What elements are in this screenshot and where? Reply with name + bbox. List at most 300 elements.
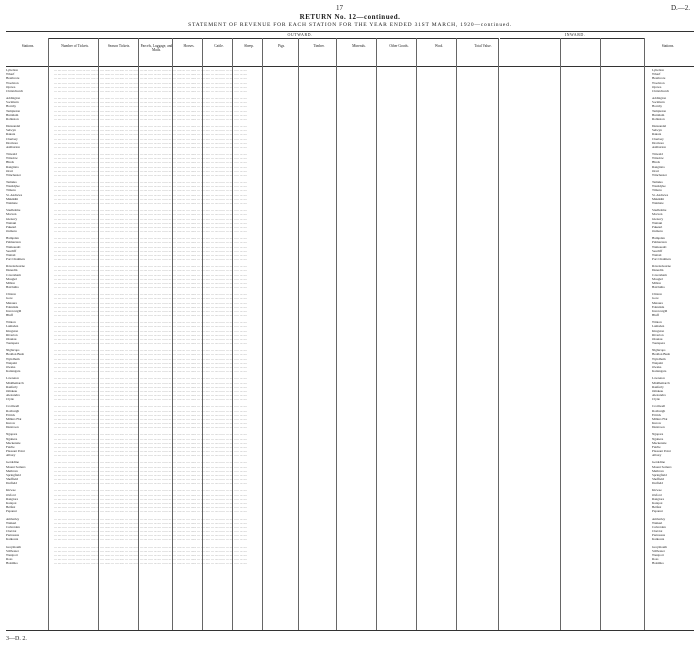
station-name-right: Ranfurly [652, 384, 664, 389]
station-name: Glenavy [6, 216, 18, 221]
row-figures: ... .... ..... ... .... ...... ... .... ..... ... .... ...... ... .... ..... ... .... ...... ... .... ..... ... .... ...... ... .... ..... ... .... ...... ... .... ..... ... .... ...... ... .... ..... ... .... [54, 336, 248, 341]
station-name-right: Templeton [652, 108, 667, 113]
station-name-right: Clyde [652, 397, 660, 402]
station-name-right: Sheffield [652, 477, 665, 482]
column-header: Other Goods. [389, 44, 409, 48]
station-name-right: Gore [652, 296, 659, 301]
row-figures: ... .... ..... ... .... ...... ... .... ..... ... .... ...... ... .... ..... ... .... ...... ... .... ..... ... .... ...... ... .... ..... ... .... ...... ... .... ..... ... .... ...... ... .... ..... ... .... [54, 236, 248, 241]
station-name: Papanui [6, 509, 17, 514]
row-figures: ... .... ..... ... .... ...... ... .... ..... ... .... ...... ... .... ..... ... .... ...... ... .... ..... ... .... ...... ... .... ..... ... .... ...... ... .... ..... ... .... ...... ... .... ..... ... .... [54, 404, 248, 409]
station-name-right: Balclutha [652, 285, 665, 290]
station-name-right: Cromwell [652, 404, 666, 409]
station-name-right: Amberley [652, 516, 666, 521]
row-figures: ... .... ..... ... .... ...... ... .... ..... ... .... ...... ... .... ..... ... .... ...... ... .... ..... ... .... ...... ... .... ..... ... .... ...... ... .... ..... ... .... ...... ... .... ..... ... .... [54, 496, 248, 501]
row-figures: ... .... ..... ... .... ...... ... .... ..... ... .... ...... ... .... ..... ... .... ...... ... .... ..... ... .... ...... ... .... ..... ... .... ...... ... .... ..... ... .... ...... ... .... ..... ... .... [54, 481, 248, 486]
station-name: Opawa [6, 84, 16, 89]
row-figures: ... .... ..... ... .... ...... ... .... ..... ... .... ...... ... .... ..... ... .... ...... ... .... ..... ... .... ...... ... .... ..... ... .... ...... ... .... ..... ... .... ...... ... .... ..... ... .... [54, 533, 248, 538]
row-figures: ... .... ..... ... .... ...... ... .... ..... ... .... ...... ... .... ..... ... .... ...... ... .... ..... ... .... ...... ... .... ..... ... .... ...... ... .... ..... ... .... ...... ... .... ..... ... .... [54, 104, 248, 109]
station-name: Edendale [6, 304, 19, 309]
station-name-right: Kaikoura [652, 537, 665, 542]
station-name: Balclutha [6, 285, 19, 290]
row-figures: ... .... ..... ... .... ...... ... .... ..... ... .... ...... ... .... ..... ... .... ...... ... .... ..... ... .... ...... ... .... ..... ... .... ...... ... .... ..... ... .... ...... ... .... ..... ... .... [54, 192, 248, 197]
station-name-right: Tinwald [652, 152, 663, 157]
row-figures: ... .... ..... ... .... ...... ... .... ..... ... .... ...... ... .... ..... ... .... ...... ... .... ..... ... .... ...... ... .... ..... ... .... ...... ... .... ..... ... .... ...... ... .... ..... ... .... [54, 84, 248, 89]
station-name: Ashburton [6, 144, 20, 149]
station-name-right: Oamaru [652, 229, 663, 234]
station-name-right: Cheviot [652, 529, 663, 534]
station-name: Parnassus [6, 533, 20, 538]
station-name: Ross [6, 557, 13, 562]
station-name: Dunedin [6, 268, 18, 273]
station-name: Culverden [6, 524, 20, 529]
page-number: 17 [336, 4, 343, 12]
row-figures: ... .... ..... ... .... ...... ... .... ..... ... .... ...... ... .... ..... ... .... ...... ... .... ..... ... .... ...... ... .... ..... ... .... ...... ... .... ..... ... .... ...... ... .... ..... ... .... [54, 500, 248, 505]
row-figures: ... .... ..... ... .... ...... ... .... ..... ... .... ...... ... .... ..... ... .... ...... ... .... ..... ... .... ...... ... .... ..... ... .... ...... ... .... ..... ... .... ...... ... .... ..... ... .... [54, 304, 248, 309]
column-header: Number of Tickets. [61, 44, 89, 48]
station-name-right: Lyttelton [652, 68, 664, 72]
inward-group-label: INWARD. [564, 32, 586, 37]
station-name: Winchester [6, 172, 21, 177]
row-figures: ... .... ..... ... .... ...... ... .... ..... ... .... ...... ... .... ..... ... .... ...... ... .... ..... ... .... ...... ... .... ..... ... .... ...... ... .... ..... ... .... ...... ... .... ..... ... .... [54, 492, 248, 497]
row-figures: ... .... ..... ... .... ...... ... .... ..... ... .... ...... ... .... ..... ... .... ...... ... .... ..... ... .... ...... ... .... ..... ... .... ...... ... .... ..... ... .... ...... ... .... ..... ... .... [54, 460, 248, 465]
station-name-right: Rangitata [652, 164, 665, 169]
station-name: Ranfurly [6, 384, 18, 389]
row-figures: ... .... ..... ... .... ...... ... .... ..... ... .... ...... ... .... ..... ... .... ...... ... .... ..... ... .... ...... ... .... ..... ... .... ...... ... .... ..... ... .... ...... ... .... ..... ... .... [54, 548, 248, 553]
station-name-right: Invercargill [652, 308, 668, 313]
station-name: Studholme [6, 208, 21, 213]
station-name-right: Waitati [652, 252, 662, 257]
station-name: Mackenzie [6, 440, 21, 445]
row-figures: ... .... ..... ... .... ...... ... .... ..... ... .... ...... ... .... ..... ... .... ...... ... .... ..... ... .... ...... ... .... ..... ... .... ...... ... .... ..... ... .... ...... ... .... ..... ... .... [54, 341, 248, 346]
row-figures: ... .... ..... ... .... ...... ... .... ..... ... .... ...... ... .... ..... ... .... ...... ... .... ..... ... .... ...... ... .... ..... ... .... ...... ... .... ..... ... .... ...... ... .... ..... ... .... [54, 360, 248, 365]
row-figures: ... .... ..... ... .... ...... ... .... ..... ... .... ...... ... .... ..... ... .... ...... ... .... ..... ... .... ...... ... .... ..... ... .... ...... ... .... ..... ... .... ...... ... .... ..... ... .... [54, 212, 248, 217]
station-name: Stillwater [6, 548, 19, 553]
station-name-right: Owaka [652, 365, 662, 369]
station-name: Oxford [6, 492, 16, 497]
station-name: Addington [6, 96, 21, 101]
station-name-right: Wharf [652, 72, 661, 77]
station-name-right: Ngahere [652, 436, 664, 441]
station-name: Washdyke [6, 184, 20, 189]
station-name-right: Geraldine [652, 460, 665, 465]
row-figures: ... .... ..... ... .... ...... ... .... ..... ... .... ...... ... .... ..... ... .... ...... ... .... ..... ... .... ...... ... .... ..... ... .... ...... ... .... ..... ... .... ...... ... .... ..... ... .... [54, 520, 248, 525]
station-name-right: Seacliff [652, 248, 663, 253]
station-name-right: Parnassus [652, 533, 666, 538]
column-header: Timber. [313, 44, 325, 48]
station-name-right: Duntroon [652, 425, 665, 430]
header-bottom-rule [6, 66, 694, 67]
station-name: Cromwell [6, 404, 20, 409]
station-name-right: Mataura [652, 300, 663, 305]
station-name-right: Christchurch [652, 88, 670, 93]
station-name: Winton [6, 320, 16, 325]
row-figures: ... .... ..... ... .... ...... ... .... ..... ... .... ...... ... .... ..... ... .... ...... ... .... ..... ... .... ...... ... .... ..... ... .... ...... ... .... ..... ... .... ...... ... .... ..... ... .... [54, 116, 248, 121]
row-figures: ... .... ..... ... .... ...... ... .... ..... ... .... ...... ... .... ..... ... .... ...... ... .... ..... ... .... ...... ... .... ..... ... .... ...... ... .... ..... ... .... ...... ... .... ..... ... .... [54, 332, 248, 337]
station-name-right: Waitaki [652, 220, 663, 225]
row-figures: ... .... ..... ... .... ...... ... .... ..... ... .... ...... ... .... ..... ... .... ...... ... .... ..... ... .... ...... ... .... ..... ... .... ...... ... .... ..... ... .... ...... ... .... ..... ... .... [54, 384, 248, 389]
table-row [6, 145, 694, 149]
station-name: Woolston [6, 80, 19, 85]
row-figures: ... .... ..... ... .... ...... ... .... ..... ... .... ...... ... .... ..... ... .... ...... ... .... ..... ... .... ...... ... .... ..... ... .... ...... ... .... ..... ... .... ...... ... .... ..... ... .... [54, 380, 248, 385]
station-name-right: Dunsandel [652, 124, 667, 129]
row-figures: ... .... ..... ... .... ...... ... .... ..... ... .... ...... ... .... ..... ... .... ...... ... .... ..... ... .... ...... ... .... ..... ... .... ...... ... .... ..... ... .... ...... ... .... ..... ... .... [54, 224, 248, 229]
station-name-right: Washdyke [652, 184, 666, 189]
row-figures: ... .... ..... ... .... ...... ... .... ..... ... .... ...... ... .... ..... ... .... ...... ... .... ..... ... .... ...... ... .... ..... ... .... ...... ... .... ..... ... .... ...... ... .... ..... ... .... [54, 172, 248, 177]
station-name: Selwyn [6, 128, 16, 133]
row-figures: ... .... ..... ... .... ...... ... .... ..... ... .... ...... ... .... ..... ... .... ...... ... .... ..... ... .... ...... ... .... ..... ... .... ...... ... .... ..... ... .... ...... ... .... ..... ... .... [54, 477, 248, 482]
row-figures: ... .... ..... ... .... ...... ... .... ..... ... .... ...... ... .... ..... ... .... ...... ... .... ..... ... .... ...... ... .... ..... ... .... ...... ... .... ..... ... .... ...... ... .... ..... ... .... [54, 416, 248, 421]
station-name-right: Ravensbourne [652, 264, 671, 269]
station-name: Methven [6, 468, 18, 473]
station-name-right: Ross [652, 557, 659, 562]
station-name: Greymouth [6, 544, 22, 549]
row-figures: ... .... ..... ... .... ...... ... .... ..... ... .... ...... ... .... ..... ... .... ...... ... .... ..... ... .... ...... ... .... ..... ... .... ...... ... .... ..... ... .... ...... ... .... ..... ... .... [54, 108, 248, 113]
row-figures: ... .... ..... ... .... ...... ... .... ..... ... .... ...... ... .... ..... ... .... ...... ... .... ..... ... .... ...... ... .... ..... ... .... ...... ... .... ..... ... .... ...... ... .... ..... ... .... [54, 313, 248, 318]
station-name: Darfield [6, 481, 17, 486]
row-figures: ... .... ..... ... .... ...... ... .... ..... ... .... ...... ... .... ..... ... .... ...... ... .... ..... ... .... ...... ... .... ..... ... .... ...... ... .... ..... ... .... ...... ... .... ..... ... .... [54, 324, 248, 329]
station-name: Middlemarch [6, 380, 24, 385]
station-name-right: Papanui [652, 509, 663, 514]
station-name: Tinwald [6, 152, 17, 157]
station-name: Kingston [6, 328, 19, 333]
station-name: Templeton [6, 108, 21, 113]
row-figures: ... .... ..... ... .... ...... ... .... ..... ... .... ...... ... .... ..... ... .... ...... ... .... ..... ... .... ...... ... .... ..... ... .... ...... ... .... ..... ... .... ...... ... .... ..... ... .... [54, 365, 248, 369]
document-reference: D.—2. [670, 4, 690, 12]
station-name-right: Tuatapere [652, 341, 666, 346]
station-name-right: Woolston [652, 80, 665, 85]
station-name: Kaikoura [6, 537, 19, 542]
station-name-right: Waipahi [652, 360, 663, 365]
station-name-right: Albury [652, 453, 662, 458]
row-figures: ... .... ..... ... .... ...... ... .... ..... ... .... ...... ... .... ..... ... .... ...... ... .... ..... ... .... ...... ... .... ..... ... .... ...... ... .... ..... ... .... ...... ... .... ..... ... .... [54, 136, 248, 141]
row-figures: ... .... ..... ... .... ...... ... .... ..... ... .... ...... ... .... ..... ... .... ...... ... .... ..... ... .... ...... ... .... ..... ... .... ...... ... .... ..... ... .... ...... ... .... ..... ... .... [54, 432, 248, 437]
station-name-right: Timaru [652, 188, 662, 193]
station-name-right: Ashburton [652, 144, 666, 149]
station-name-right: Kurow [652, 421, 662, 426]
row-figures: ... .... ..... ... .... ...... ... .... ..... ... .... ...... ... .... ..... ... .... ...... ... .... ..... ... .... ...... ... .... ..... ... .... ...... ... .... ..... ... .... ...... ... .... ..... ... .... [54, 320, 248, 325]
station-name-right: Roxburgh [652, 408, 666, 413]
station-name: Amberley [6, 516, 20, 521]
station-name: Owaka [6, 365, 16, 369]
station-name-right: Culverden [652, 524, 666, 529]
row-figures: ... .... ..... ... .... ...... ... .... ..... ... .... ...... ... .... ..... ... .... ...... ... .... ..... ... .... ...... ... .... ..... ... .... ...... ... .... ..... ... .... ...... ... .... ..... ... .... [54, 280, 248, 285]
station-name-right: Mackenzie [652, 440, 667, 445]
station-name-right: Springfield [652, 472, 667, 477]
table-row [6, 509, 694, 513]
station-name-right: Burnham [652, 112, 665, 117]
table-row [6, 229, 694, 233]
table-row [6, 537, 694, 541]
station-name-right: Bluff [652, 313, 659, 318]
row-figures: ... .... ..... ... .... ...... ... .... ..... ... .... ...... ... .... ..... ... .... ...... ... .... ..... ... .... ...... ... .... ..... ... .... ...... ... .... ..... ... .... ...... ... .... ..... ... .... [54, 276, 248, 281]
station-name-right: Kaitangata [652, 369, 667, 374]
row-figures: ... .... ..... ... .... ...... ... .... ..... ... .... ...... ... .... ..... ... .... ...... ... .... ..... ... .... ...... ... .... ..... ... .... ...... ... .... ..... ... .... ...... ... .... ..... ... .... [54, 168, 248, 173]
station-name: Invercargill [6, 308, 22, 313]
station-name-right: Heathcote [652, 76, 666, 81]
row-figures: ... .... ..... ... .... ...... ... .... ..... ... .... ...... ... .... ..... ... .... ...... ... .... ..... ... .... ...... ... .... ..... ... .... ...... ... .... ..... ... .... ...... ... .... ..... ... .... [54, 444, 248, 449]
station-name-right: Alexandra [652, 393, 666, 398]
row-figures: ... .... ..... ... .... ...... ... .... ..... ... .... ...... ... .... ..... ... .... ...... ... .... ..... ... .... ...... ... .... ..... ... .... ...... ... .... ..... ... .... ...... ... .... ..... ... .... [54, 68, 248, 72]
outward-group-label: OUTWARD. [287, 32, 313, 37]
table-row [6, 341, 694, 345]
station-name: Otautau [6, 336, 17, 341]
row-figures: ... .... ..... ... .... ...... ... .... ..... ... .... ...... ... .... ..... ... .... ...... ... .... ..... ... .... ...... ... .... ..... ... .... ...... ... .... ..... ... .... ...... ... .... ..... ... .... [54, 412, 248, 417]
row-figures: ... .... ..... ... .... ...... ... .... ..... ... .... ...... ... .... ..... ... .... ...... ... .... ..... ... .... ...... ... .... ..... ... .... ...... ... .... ..... ... .... ...... ... .... ..... ... .... [54, 369, 248, 374]
station-name: Hornby [6, 104, 17, 109]
station-name: Gore [6, 296, 13, 301]
table-row [6, 453, 694, 457]
station-name: Rakaia [6, 132, 16, 137]
row-figures: ... .... ..... ... .... ...... ... .... ..... ... .... ...... ... .... ..... ... .... ...... ... .... ..... ... .... ...... ... .... ..... ... .... ...... ... .... ..... ... .... ...... ... .... ..... ... .... [54, 244, 248, 249]
row-figures: ... .... ..... ... .... ...... ... .... ..... ... .... ...... ... .... ..... ... .... ...... ... .... ..... ... .... ...... ... .... ..... ... .... ...... ... .... ..... ... .... ...... ... .... ..... ... .... [54, 156, 248, 161]
station-name: Waipahi [6, 360, 17, 365]
row-figures: ... .... ..... ... .... ...... ... .... ..... ... .... ...... ... .... ..... ... .... ...... ... .... ..... ... .... ...... ... .... ..... ... .... ...... ... .... ..... ... .... ...... ... .... ..... ... .... [54, 436, 248, 441]
station-name-right: Riverton [652, 332, 664, 337]
station-name-right: Winchester [652, 172, 667, 177]
station-name: Temuka [6, 180, 17, 185]
row-figures: ... .... ..... ... .... ...... ... .... ..... ... .... ...... ... .... ..... ... .... ...... ... .... ..... ... .... ...... ... .... ..... ... .... ...... ... .... ..... ... .... ...... ... .... ..... ... .... [54, 425, 248, 430]
row-figures: ... .... ..... ... .... ...... ... .... ..... ... .... ...... ... .... ..... ... .... ...... ... .... ..... ... .... ...... ... .... ..... ... .... ...... ... .... ..... ... .... ...... ... .... ..... ... .... [54, 537, 248, 542]
station-name: Hinds [6, 160, 14, 165]
row-figures: ... .... ..... ... .... ...... ... .... ..... ... .... ...... ... .... ..... ... .... ...... ... .... ..... ... .... ...... ... .... ..... ... .... ...... ... .... ..... ... .... ...... ... .... ..... ... .... [54, 140, 248, 145]
station-name: Waitati [6, 252, 16, 257]
row-figures: ... .... ..... ... .... ...... ... .... ..... ... .... ...... ... .... ..... ... .... ...... ... .... ..... ... .... ...... ... .... ..... ... .... ...... ... .... ..... ... .... ...... ... .... ..... ... .... [54, 440, 248, 445]
row-figures: ... .... ..... ... .... ...... ... .... ..... ... .... ...... ... .... ..... ... .... ...... ... .... ..... ... .... ...... ... .... ..... ... .... ...... ... .... ..... ... .... ...... ... .... ..... ... .... [54, 408, 248, 413]
station-name: Rangiora [6, 496, 19, 501]
station-name: Ngapara [6, 432, 18, 437]
station-name: Duntroon [6, 425, 19, 430]
station-name-right: Rakaia [652, 132, 662, 137]
station-name: Fairlie [6, 444, 15, 449]
station-name: Nightcaps [6, 348, 20, 353]
row-figures: ... .... ..... ... .... ...... ... .... ..... ... .... ...... ... .... ..... ... .... ...... ... .... ..... ... .... ...... ... .... ..... ... .... ...... ... .... ..... ... .... ...... ... .... ..... ... .... [54, 352, 248, 357]
column-header: Sheep. [244, 44, 254, 48]
station-name-right: Lawrence [652, 376, 665, 381]
station-name-right: Waimate [652, 200, 664, 205]
row-figures: ... .... ..... ... .... ...... ... .... ..... ... .... ...... ... .... ..... ... .... ...... ... .... ..... ... .... ...... ... .... ..... ... .... ...... ... .... ..... ... .... ...... ... .... ..... ... .... [54, 196, 248, 201]
station-name-right: Makikihi [652, 196, 665, 201]
station-name-right: Sockburn [652, 100, 665, 105]
station-name: Waitaki [6, 220, 17, 225]
station-name-right: Hinds [652, 160, 660, 165]
station-name: Bluff [6, 313, 13, 318]
station-name-right: Dunedin [652, 268, 664, 273]
row-figures: ... .... ..... ... .... ...... ... .... ..... ... .... ...... ... .... ..... ... .... ...... ... .... ..... ... .... ...... ... .... ..... ... .... ...... ... .... ..... ... .... ...... ... .... ..... ... .... [54, 524, 248, 529]
station-name-right: Otautau [652, 336, 663, 341]
station-name: Mataura [6, 300, 17, 305]
station-name-right: Ettrick [652, 412, 661, 417]
column-header: Total Value. [474, 44, 492, 48]
station-name-right: Port Chalmers [652, 257, 671, 262]
row-figures: ... .... ..... ... .... ...... ... .... ..... ... .... ...... ... .... ..... ... .... ...... ... .... ..... ... .... ...... ... .... ..... ... .... ...... ... .... ..... ... .... ...... ... .... ..... ... .... [54, 516, 248, 521]
column-header: Wool. [434, 44, 444, 48]
station-name-right: Nightcaps [652, 348, 666, 353]
table-row [6, 257, 694, 261]
table-bottom-rule [6, 630, 694, 631]
station-name-right: Addington [652, 96, 667, 101]
station-name-right: Belfast [652, 505, 662, 510]
station-name: Winslow [6, 156, 18, 161]
station-name-right: Orari [652, 168, 659, 173]
table-row [6, 369, 694, 373]
table-row [6, 397, 694, 401]
station-name-right: Selwyn [652, 128, 662, 133]
station-name: Roxburgh [6, 408, 20, 413]
station-name-right: Caversham [652, 272, 667, 277]
page-subtitle: STATEMENT OF REVENUE FOR EACH STATION FOR THE YEAR ENDED 31ST MARCH, 1920—continued. [188, 22, 512, 28]
row-figures: ... .... ..... ... .... ...... ... .... ..... ... .... ...... ... .... ..... ... .... ...... ... .... ..... ... .... ...... ... .... ..... ... .... ...... ... .... ..... ... .... ...... ... .... ..... ... .... [54, 180, 248, 185]
table-row [6, 561, 694, 565]
station-name: Hokitika [6, 561, 18, 566]
station-name-right: St. Andrews [652, 192, 669, 197]
table-row [6, 89, 694, 93]
row-figures: ... .... ..... ... .... ...... ... .... ..... ... .... ...... ... .... ..... ... .... ...... ... .... ..... ... .... ...... ... .... ..... ... .... ...... ... .... ..... ... .... ...... ... .... ..... ... .... [54, 296, 248, 301]
station-name: Westport [6, 552, 18, 557]
station-name-right: Hokitika [652, 561, 664, 566]
station-name: Seacliff [6, 248, 17, 253]
row-figures: ... .... ..... ... .... ...... ... .... ..... ... .... ...... ... .... ..... ... .... ...... ... .... ..... ... .... ...... ... .... ..... ... .... ...... ... .... ..... ... .... ...... ... .... ..... ... .... [54, 184, 248, 189]
row-figures: ... .... ..... ... .... ...... ... .... ..... ... .... ...... ... .... ..... ... .... ...... ... .... ..... ... .... ...... ... .... ..... ... .... ...... ... .... ..... ... .... ...... ... .... ..... ... .... [54, 505, 248, 510]
station-name-right: Mount Somers [652, 464, 672, 469]
station-name-right: Chertsey [652, 136, 664, 141]
station-name-right: Winslow [652, 156, 664, 161]
row-figures: ... .... ..... ... .... ...... ... .... ..... ... .... ...... ... .... ..... ... .... ...... ... .... ..... ... .... ...... ... .... ..... ... .... ...... ... .... ..... ... .... ...... ... .... ..... ... .... [54, 348, 248, 353]
row-figures: ... .... ..... ... .... ...... ... .... ..... ... .... ...... ... .... ..... ... .... ...... ... .... ..... ... .... ...... ... .... ..... ... .... ...... ... .... ..... ... .... ...... ... .... ..... ... .... [54, 248, 248, 253]
row-figures: ... .... ..... ... .... ...... ... .... ..... ... .... ...... ... .... ..... ... .... ...... ... .... ..... ... .... ...... ... .... ..... ... .... ...... ... .... ..... ... .... ...... ... .... ..... ... .... [54, 164, 248, 169]
station-name: Dunsandel [6, 124, 21, 129]
row-figures: ... .... ..... ... .... ...... ... .... ..... ... .... ...... ... .... ..... ... .... ...... ... .... ..... ... .... ...... ... .... ..... ... .... ...... ... .... ..... ... .... ...... ... .... ..... ... .... [54, 124, 248, 129]
row-figures: ... .... ..... ... .... ...... ... .... ..... ... .... ...... ... .... ..... ... .... ...... ... .... ..... ... .... ...... ... .... ..... ... .... ...... ... .... ..... ... .... ...... ... .... ..... ... .... [54, 449, 248, 454]
table-row [6, 117, 694, 121]
station-name: Sheffield [6, 477, 19, 482]
row-figures: ... .... ..... ... .... ...... ... .... ..... ... .... ...... ... .... ..... ... .... ...... ... .... ..... ... .... ...... ... .... ..... ... .... ...... ... .... ..... ... .... ...... ... .... ..... ... .... [54, 216, 248, 221]
station-name: Springfield [6, 472, 21, 477]
station-name-right: Rangiora [652, 496, 665, 501]
station-name: Tuatapere [6, 341, 20, 346]
column-header: Cattle. [214, 44, 224, 48]
row-figures: ... .... ..... ... .... ...... ... .... ..... ... .... ...... ... .... ..... ... .... ...... ... .... ..... ... .... ...... ... .... ..... ... .... ...... ... .... ..... ... .... ...... ... .... ..... ... .... [54, 80, 248, 85]
row-figures: ... .... ..... ... .... ...... ... .... ..... ... .... ...... ... .... ..... ... .... ...... ... .... ..... ... .... ...... ... .... ..... ... .... ...... ... .... ..... ... .... ...... ... .... ..... ... .... [54, 200, 248, 205]
column-header: Minerals. [352, 44, 366, 48]
station-name-right: Kingston [652, 328, 665, 333]
station-name-right: Edendale [652, 304, 665, 309]
table-row [6, 425, 694, 429]
station-name-right: Omakau [652, 388, 664, 393]
station-name-right: Pleasant Point [652, 449, 671, 454]
station-name: Mount Somers [6, 464, 26, 469]
station-name: Rangitata [6, 164, 19, 169]
station-name: Waimate [6, 200, 18, 205]
station-name-right: Heddon Bush [652, 352, 671, 357]
station-name-right: Wyndham [652, 356, 666, 361]
station-name-right: Ngapara [652, 432, 664, 437]
station-name: Morven [6, 212, 17, 217]
station-name-right: Clinton [652, 292, 662, 297]
station-name: Chertsey [6, 136, 18, 141]
station-name: St. Andrews [6, 192, 23, 197]
column-header: Stations. [661, 44, 675, 48]
station-name-right: Hampden [652, 236, 665, 241]
station-name: Ettrick [6, 412, 15, 417]
row-figures: ... .... ..... ... .... ...... ... .... ..... ... .... ...... ... .... ..... ... .... ...... ... .... ..... ... .... ...... ... .... ..... ... .... ...... ... .... ..... ... .... ...... ... .... ..... ... .... [54, 252, 248, 257]
station-name: Belfast [6, 505, 16, 510]
row-figures: ... .... ..... ... .... ...... ... .... ..... ... .... ...... ... .... ..... ... .... ...... ... .... ..... ... .... ...... ... .... ..... ... .... ...... ... .... ..... ... .... ...... ... .... ..... ... .... [54, 557, 248, 562]
station-name: Kaiapoi [6, 500, 17, 505]
row-figures: ... .... ..... ... .... ...... ... .... ..... ... .... ...... ... .... ..... ... .... ...... ... .... ..... ... .... ...... ... .... ..... ... .... ...... ... .... ..... ... .... ...... ... .... ..... ... .... [54, 112, 248, 117]
row-figures: ... .... ..... ... .... ...... ... .... ..... ... .... ...... ... .... ..... ... .... ...... ... .... ..... ... .... ...... ... .... ..... ... .... ...... ... .... ..... ... .... ...... ... .... ..... ... .... [54, 468, 248, 473]
station-name: Rolleston [6, 116, 19, 121]
row-figures: ... .... ..... ... .... ...... ... .... ..... ... .... ...... ... .... ..... ... .... ...... ... .... ..... ... .... ...... ... .... ..... ... .... ...... ... .... ..... ... .... ...... ... .... ..... ... .... [54, 88, 248, 93]
station-name-right: Middlemarch [652, 380, 670, 385]
station-name: Albury [6, 453, 16, 458]
row-figures: ... .... ..... ... .... ...... ... .... ..... ... .... ...... ... .... ..... ... .... ...... ... .... ..... ... .... ...... ... .... ..... ... .... ...... ... .... ..... ... .... ...... ... .... ..... ... .... [54, 152, 248, 157]
station-name: Clyde [6, 397, 14, 402]
column-header: Pigs. [277, 44, 286, 48]
table-row [6, 173, 694, 177]
station-name-right: Darfield [652, 481, 663, 486]
station-name: Port Chalmers [6, 257, 25, 262]
station-name: Pukeuri [6, 224, 17, 229]
table-row [6, 481, 694, 485]
station-name: Alexandra [6, 393, 20, 398]
row-figures: ... .... ..... ... .... ...... ... .... ..... ... .... ...... ... .... ..... ... .... ...... ... .... ..... ... .... ...... ... .... ..... ... .... ...... ... .... ..... ... .... ...... ... .... ..... ... .... [54, 208, 248, 213]
row-figures: ... .... ..... ... .... ...... ... .... ..... ... .... ...... ... .... ..... ... .... ...... ... .... ..... ... .... ...... ... .... ..... ... .... ...... ... .... ..... ... .... ...... ... .... ..... ... .... [54, 76, 248, 81]
row-figures: ... .... ..... ... .... ...... ... .... ..... ... .... ...... ... .... ..... ... .... ...... ... .... ..... ... .... ...... ... .... ..... ... .... ...... ... .... ..... ... .... ...... ... .... ..... ... .... [54, 328, 248, 333]
station-name: Mosgiel [6, 276, 17, 281]
page-footer: 3—D. 2. [6, 636, 27, 642]
station-name: Kaitangata [6, 369, 21, 374]
station-name: Makikihi [6, 196, 19, 201]
column-header: Stations. [21, 44, 35, 48]
row-figures: ... .... ..... ... .... ...... ... .... ..... ... .... ...... ... .... ..... ... .... ...... ... .... ..... ... .... ...... ... .... ..... ... .... ...... ... .... ..... ... .... ...... ... .... ..... ... .... [54, 100, 248, 105]
row-figures: ... .... ..... ... .... ...... ... .... ..... ... .... ...... ... .... ..... ... .... ...... ... .... ..... ... .... ...... ... .... ..... ... .... ...... ... .... ..... ... .... ...... ... .... ..... ... .... [54, 132, 248, 137]
column-header: Season Tickets. [107, 44, 131, 48]
station-name: Lumsden [6, 324, 19, 329]
station-name-right: Lumsden [652, 324, 665, 329]
row-figures: ... .... ..... ... .... ...... ... .... ..... ... .... ...... ... .... ..... ... .... ...... ... .... ..... ... .... ...... ... .... ..... ... .... ...... ... .... ..... ... .... ...... ... .... ..... ... .... [54, 453, 248, 458]
row-figures: ... .... ..... ... .... ...... ... .... ..... ... .... ...... ... .... ..... ... .... ...... ... .... ..... ... .... ...... ... .... ..... ... .... ...... ... .... ..... ... .... ...... ... .... ..... ... .... [54, 529, 248, 534]
row-figures: ... .... ..... ... .... ...... ... .... ..... ... .... ...... ... .... ..... ... .... ...... ... .... ..... ... .... ...... ... .... ..... ... .... ...... ... .... ..... ... .... ...... ... .... ..... ... .... [54, 240, 248, 245]
station-name-right: Temuka [652, 180, 663, 185]
station-name: Millers Flat [6, 416, 22, 421]
row-figures: ... .... ..... ... .... ...... ... .... ..... ... .... ...... ... .... ..... ... .... ...... ... .... ..... ... .... ...... ... .... ..... ... .... ...... ... .... ..... ... .... ...... ... .... ..... ... .... [54, 220, 248, 225]
station-name: Lyttelton [6, 68, 18, 72]
station-name: Heathcote [6, 76, 20, 81]
station-name: Caversham [6, 272, 21, 277]
station-name: Sockburn [6, 100, 19, 105]
station-name-right: Dromore [652, 140, 664, 145]
station-name: Clinton [6, 292, 16, 297]
row-figures: ... .... ..... ... .... ...... ... .... ..... ... .... ...... ... .... ..... ... .... ...... ... .... ..... ... .... ...... ... .... ..... ... .... ...... ... .... ..... ... .... ...... ... .... ..... ... .... [54, 144, 248, 149]
row-figures: ... .... ..... ... .... ...... ... .... ..... ... .... ...... ... .... ..... ... .... ...... ... .... ..... ... .... ...... ... .... ..... ... .... ...... ... .... ..... ... .... ...... ... .... ..... ... .... [54, 96, 248, 101]
station-name-right: Waikouaiti [652, 244, 667, 249]
station-name: Hampden [6, 236, 19, 241]
station-name-right: Westport [652, 552, 664, 557]
row-figures: ... .... ..... ... .... ...... ... .... ..... ... .... ...... ... .... ..... ... .... ...... ... .... ..... ... .... ...... ... .... ..... ... .... ...... ... .... ..... ... .... ...... ... .... ..... ... .... [54, 160, 248, 165]
station-name: Milton [6, 280, 15, 285]
station-name-right: Waikari [652, 520, 663, 525]
station-name: Kurow [6, 421, 16, 426]
station-name-right: Studholme [652, 208, 667, 213]
row-figures: ... .... ..... ... .... ...... ... .... ..... ... .... ...... ... .... ..... ... .... ...... ... .... ..... ... .... ...... ... .... ..... ... .... ...... ... .... ..... ... .... ...... ... .... ..... ... .... [54, 292, 248, 297]
station-table [6, 68, 694, 565]
row-figures: ... .... ..... ... .... ...... ... .... ..... ... .... ...... ... .... ..... ... .... ...... ... .... ..... ... .... ...... ... .... ..... ... .... ...... ... .... ..... ... .... ...... ... .... ..... ... .... [54, 544, 248, 549]
row-figures: ... .... ..... ... .... ...... ... .... ..... ... .... ...... ... .... ..... ... .... ...... ... .... ..... ... .... ...... ... .... ..... ... .... ...... ... .... ..... ... .... ...... ... .... ..... ... .... [54, 421, 248, 426]
station-name-right: Pukeuri [652, 224, 663, 229]
station-name: Timaru [6, 188, 16, 193]
row-figures: ... .... ..... ... .... ...... ... .... ..... ... .... ...... ... .... ..... ... .... ...... ... .... ..... ... .... ...... ... .... ..... ... .... ...... ... .... ..... ... .... ...... ... .... ..... ... .... [54, 472, 248, 477]
station-name: Oamaru [6, 229, 17, 234]
